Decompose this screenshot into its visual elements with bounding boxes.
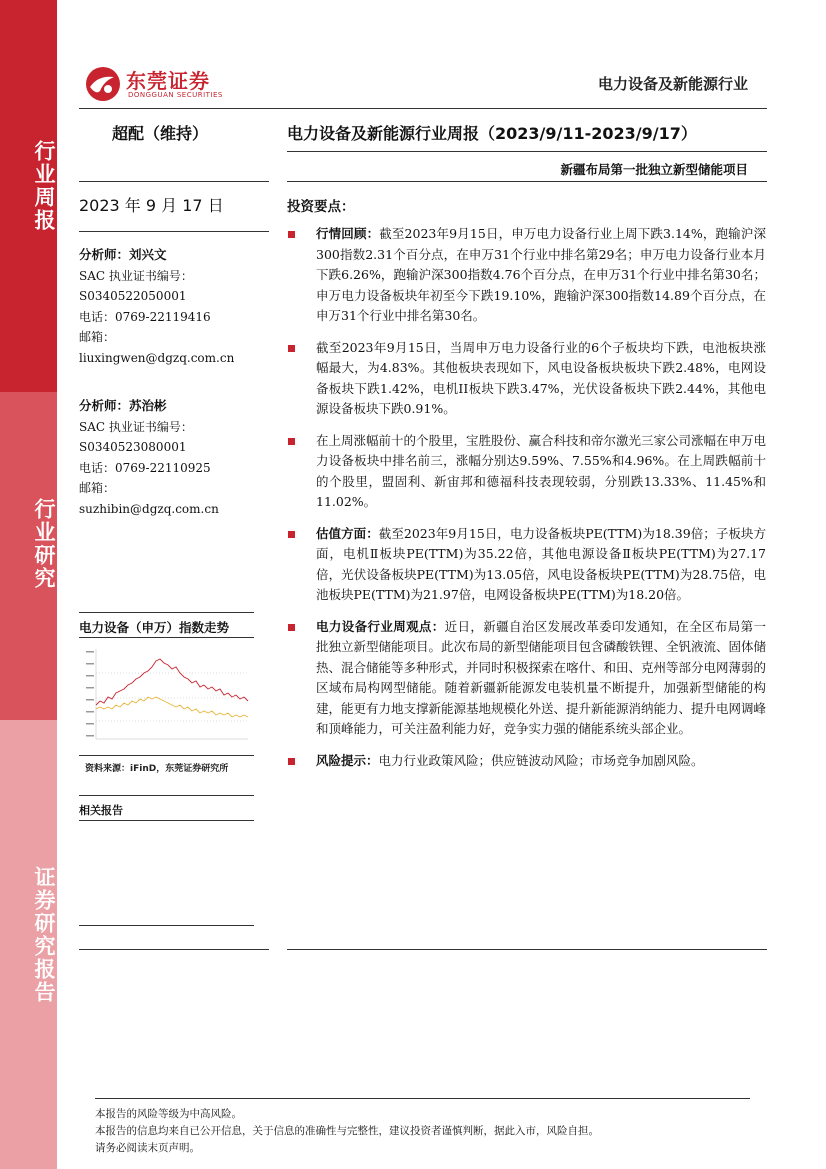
chart-divider-source bbox=[79, 755, 254, 756]
related-divider-end bbox=[79, 925, 254, 926]
subtitle-divider bbox=[287, 181, 767, 182]
bullet-market-review: 行情回顾：截至2023年9月15日，申万电力设备行业上周下跌3.14%，跑输沪深300指数2.31个百分点，在申万31个行业中排名第29名；申万电力设备行业本月下跌6.26%，跑输沪深300指数4.76个百分点，在申万31个行业中排名第30名；申万电力设备板块年初至今下跌19.10%，跑输沪深300指数14.89个百分点，在申万31个行业中排名第30名。 bbox=[287, 224, 766, 327]
side-label-weekly: 行业周报 bbox=[32, 140, 56, 232]
chart-line-csi300 bbox=[96, 697, 248, 717]
chart-tick-marks bbox=[86, 651, 94, 737]
analyst-block-2 bbox=[79, 396, 219, 519]
chart-title: 电力设备（申万）指数走势 bbox=[79, 620, 230, 635]
industry-name: 电力设备及新能源行业 bbox=[597, 75, 748, 93]
footer-divider bbox=[95, 1098, 750, 1099]
side-label-securities-report: 证券研究报告 bbox=[32, 866, 56, 1004]
bullet-weekly-view: 电力设备行业周观点：近日，新疆自治区发展改革委印发通知，在全区布局第一批独立新型储能项目。此次布局的新型储能项目包含磷酸铁锂、全钒液流、固体储热、混合储能等多种形式，并同时积极探索在喀什、和田、克州等部分电网薄弱的区域布局构网型储能。随着新疆新能源发电装机量不断提升，加强新型储能的构建，能更有力地支撑新能源基地规模化外送、提升新能源消纳能力、提升电网调峰和顶峰能力，可关注盈利能力好，竞争实力强的储能系统头部企业。 bbox=[287, 617, 766, 740]
company-logo bbox=[84, 63, 244, 105]
key-points-title: 投资要点： bbox=[287, 199, 355, 215]
chart-divider-top bbox=[79, 612, 254, 613]
title-divider bbox=[287, 151, 767, 152]
analyst-email[interactable]: suzhibin@dgzq.com.cn bbox=[79, 501, 219, 516]
bullet-valuation: 估值方面：截至2023年9月15日，电力设备板块PE(TTM)为18.39倍；子板块方面，电机Ⅱ板块PE(TTM)为35.22倍，其他电源设备Ⅱ板块PE(TTM)为27.17倍，光伏设备板块PE(TTM)为13.05倍，风电设备板块PE(TTM)为28.75倍，电池板块PE(TTM)为21.97倍，电网设备板块PE(TTM)为18.20倍。 bbox=[287, 524, 766, 606]
date-divider bbox=[79, 231, 269, 232]
analyst-sac-number: S0340522050001 bbox=[79, 289, 187, 303]
analyst-name: 分析师：苏治彬 bbox=[79, 398, 167, 413]
analyst-sac-number: S0340523080001 bbox=[79, 440, 187, 454]
left-column-end-divider bbox=[79, 949, 269, 950]
footer-disclaimer bbox=[95, 1106, 599, 1157]
logo-text-cn: 东莞证券 bbox=[126, 69, 210, 93]
index-trend-chart bbox=[82, 643, 252, 753]
footer-read-statement: 请务必阅读末页声明。 bbox=[95, 1142, 200, 1154]
report-date: 2023 年 9 月 17 日 bbox=[79, 196, 224, 215]
rating-label: 超配（维持） bbox=[112, 124, 209, 143]
report-title: 电力设备及新能源行业周报（2023/9/11-2023/9/17） bbox=[287, 124, 697, 143]
analyst-name: 分析师：刘兴文 bbox=[79, 247, 167, 262]
analyst-block-1 bbox=[79, 245, 234, 368]
bullet-sub-sectors: 截至2023年9月15日，当周申万电力设备行业的6个子板块均下跌，电池板块涨幅最大，为4.83%。其他板块表现如下，风电设备板块板块下跌2.48%，电网设备板块下跌1.42%，电机II板块下跌3.47%，光伏设备板块下跌2.44%，其他电源设备板块下跌0.91%。 bbox=[287, 338, 766, 420]
bullet-top-stocks: 在上周涨幅前十的个股里，宝胜股份、赢合科技和帝尔激光三家公司涨幅在申万电力设备板块中排名前三，涨幅分别达9.59%、7.55%和4.96%。在上周跌幅前十的个股里，盟固利、新宙邦和德福科技表现较弱，分别跌13.33%、11.45%和11.02%。 bbox=[287, 431, 766, 513]
header-divider bbox=[79, 108, 767, 109]
report-subtitle: 新疆布局第一批独立新型储能项目 bbox=[560, 162, 748, 177]
logo-text-en: DONGGUAN SECURITIES bbox=[128, 91, 223, 99]
right-column-end-divider bbox=[287, 949, 767, 950]
chart-source: 资料来源：iFinD，东莞证券研究所 bbox=[85, 764, 229, 774]
analyst-email[interactable]: liuxingwen@dgzq.com.cn bbox=[79, 350, 235, 365]
logo-mark-icon bbox=[84, 65, 122, 103]
analyst-sac-label: SAC 执业证书编号： bbox=[79, 268, 193, 283]
footer-info-source: 本报告的信息均来自已公开信息，关于信息的准确性与完整性，建议投资者谨慎判断，据此入市，风险自担。 bbox=[95, 1125, 599, 1137]
footer-risk-level: 本报告的风险等级为中高风险。 bbox=[95, 1108, 242, 1120]
left-divider-top bbox=[79, 181, 269, 182]
analyst-phone: 电话：0769-22110925 bbox=[79, 460, 211, 475]
chart-divider-bottom bbox=[79, 637, 254, 638]
analyst-sac-label: SAC 执业证书编号： bbox=[79, 419, 193, 434]
analyst-email-label: 邮箱： bbox=[79, 330, 116, 344]
side-label-research: 行业研究 bbox=[32, 498, 56, 590]
analyst-phone: 电话：0769-22119416 bbox=[79, 309, 211, 324]
key-points-list bbox=[287, 224, 766, 782]
related-reports-title: 相关报告 bbox=[79, 804, 123, 817]
related-divider-top bbox=[79, 795, 254, 796]
related-divider-bottom bbox=[79, 820, 254, 821]
analyst-email-label: 邮箱： bbox=[79, 481, 116, 495]
bullet-risk-warning: 风险提示：电力行业政策风险；供应链波动风险；市场竞争加剧风险。 bbox=[287, 751, 766, 772]
